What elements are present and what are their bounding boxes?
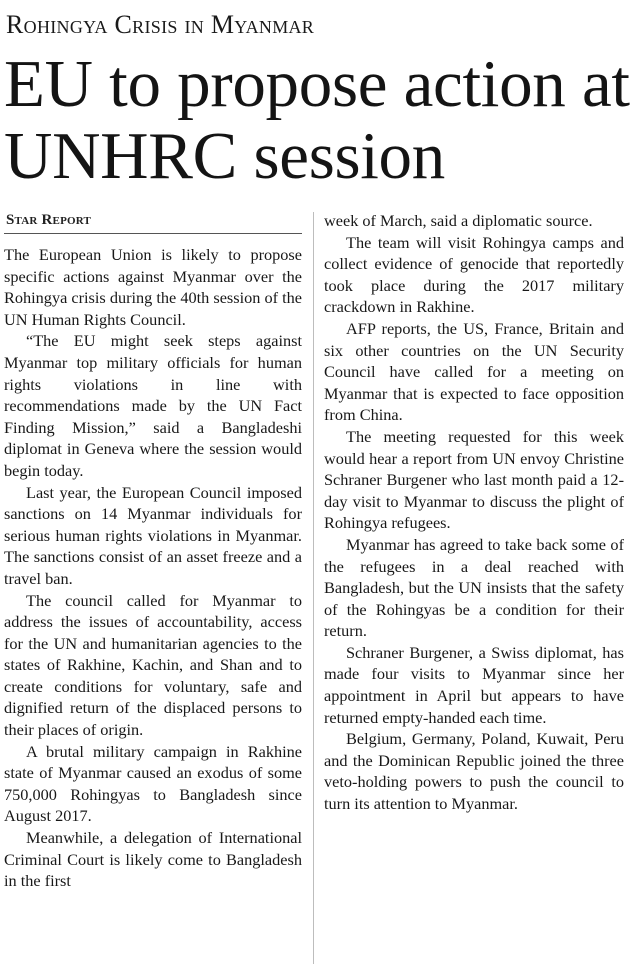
article-column-left xyxy=(4,244,302,966)
paragraph: The meeting requested for this week would hear a report from UN envoy Christine Schraner Burgener who last month paid a 12-day visit to Myanmar to discuss the plight of Rohingya refugees. xyxy=(324,426,624,533)
paragraph: week of March, said a diplomatic source. xyxy=(324,211,593,230)
paragraph: Last year, the European Council imposed sanctions on 14 Myanmar individuals for serious human rights violations in Myanmar. The sanctions consist of an asset freeze and a travel ban. xyxy=(4,482,302,588)
paragraph: Belgium, Germany, Poland, Kuwait, Peru and the Dominican Republic joined the three veto-holding powers to push the council to turn its attention to Myanmar. xyxy=(324,729,624,814)
byline-rule xyxy=(4,233,302,234)
byline: Star Report xyxy=(6,212,92,228)
paragraph: Schraner Burgener, a Swiss diplomat, has made four visits to Myanmar since her appointment in April but appears to have returned empty-handed each time. xyxy=(324,642,624,727)
paragraph: Myanmar has agreed to take back some of the refugees in a deal reached with Bangladesh, but the UN insists that the safety of the Rohingyas be a condition for their return. xyxy=(324,534,624,641)
column-divider xyxy=(313,212,314,964)
paragraph: The European Union is likely to propose specific actions against Myanmar over the Rohingya crisis during the 40th session of the UN Human Rights Council. xyxy=(4,245,302,329)
paragraph: Meanwhile, a delegation of International Criminal Court is likely come to Bangladesh in the first xyxy=(4,828,302,891)
article-column-right xyxy=(324,210,624,968)
headline: EU to propose action at UNHRC session xyxy=(4,47,630,193)
paragraph: The team will visit Rohingya camps and collect evidence of genocide that reportedly took place during the 2017 military crackdown in Rakhine. xyxy=(324,232,624,317)
paragraph: “The EU might seek steps against Myanmar top military officials for human rights violations in line with recommendations made by the UN Fact Finding Mission,” said a Bangladeshi diplomat in Geneva where the session would begin today. xyxy=(4,331,302,480)
paragraph: A brutal military campaign in Rakhine state of Myanmar caused an exodus of some 750,000 Rohingyas to Bangladesh since August 2017. xyxy=(4,741,302,826)
paragraph: AFP reports, the US, France, Britain and six other countries on the UN Security Council have called for a meeting on Myanmar that is expected to face opposition from China. xyxy=(324,318,624,425)
kicker: Rohingya Crisis in Myanmar xyxy=(6,10,315,39)
paragraph: The council called for Myanmar to address the issues of accountability, access for the UN and humanitarian agencies to the states of Rakhine, Kachin, and Shan and to create conditions for voluntary, safe and dignified return of the displaced persons to their places of origin. xyxy=(4,590,302,740)
